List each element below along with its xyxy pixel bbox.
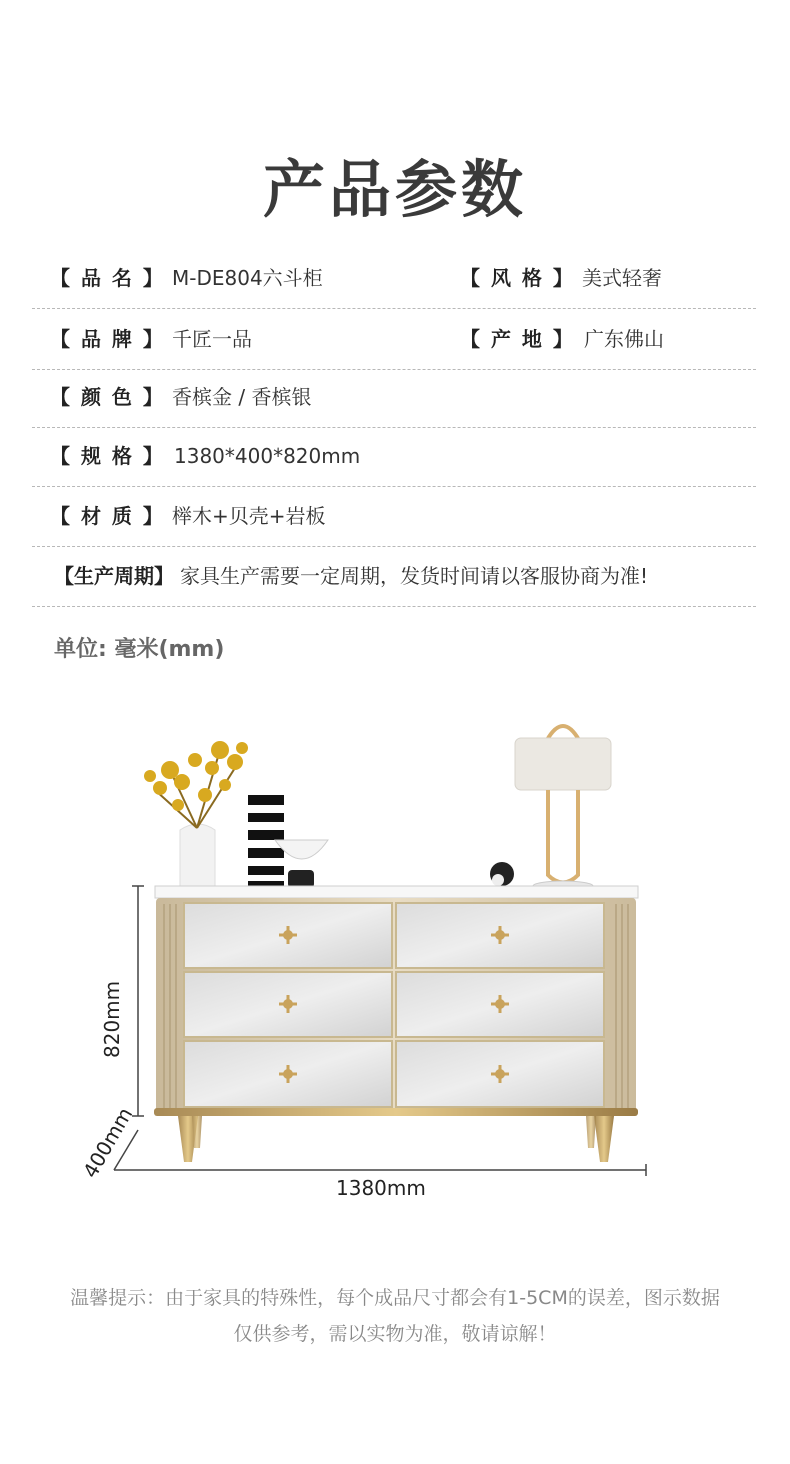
spec-label: 【生产周期】 [54, 564, 174, 588]
spec-value: 榉木+贝壳+岩板 [172, 504, 326, 528]
notice-line-1: 温馨提示：由于家具的特殊性，每个成品尺寸都会有1-5CM的误差，图示数据 [70, 1287, 720, 1309]
page-title: 产品参数 [262, 153, 527, 226]
dresser-legs [178, 1116, 614, 1162]
dimension-width: 1380mm [336, 1176, 426, 1200]
spec-value: 千匠一品 [172, 327, 252, 351]
notice-line-2: 仅供参考，需以实物为准，敬请谅解！ [233, 1323, 557, 1345]
spec-label: 【 颜 色 】 [50, 385, 165, 409]
spec-value: 广东佛山 [584, 327, 664, 351]
spec-label: 【 规 格 】 [50, 444, 165, 468]
spec-label: 【 产 地 】 [460, 327, 575, 351]
spec-label: 【 品 牌 】 [50, 327, 165, 351]
lamp-decoration [515, 726, 611, 891]
spec-label: 【 材 质 】 [50, 504, 165, 528]
spec-row-material [32, 486, 756, 547]
dimension-depth: 400mm [78, 1103, 138, 1182]
spec-row-size [32, 426, 756, 487]
spec-value: 1380*400*820mm [174, 444, 361, 468]
spec-row-brand [32, 309, 756, 370]
spec-value: M-DE804六斗柜 [172, 266, 323, 290]
dimension-height: 820mm [100, 980, 124, 1058]
spec-row-production [32, 546, 756, 607]
marble-top [155, 886, 638, 898]
spec-value: 香槟金 / 香槟银 [172, 385, 312, 409]
dresser-illustration [70, 700, 710, 1240]
base-trim [154, 1108, 638, 1116]
spec-label: 【 品 名 】 [50, 266, 165, 290]
vase-decoration [144, 741, 248, 888]
spec-value: 美式轻奢 [582, 266, 662, 290]
spec-value: 家具生产需要一定周期，发货时间请以客服协商为准! [180, 564, 649, 588]
spec-label: 【 风 格 】 [460, 266, 575, 290]
spec-row-color [32, 367, 756, 428]
spec-row-name [32, 248, 756, 309]
unit-label: 单位: 毫米(mm) [54, 637, 225, 662]
